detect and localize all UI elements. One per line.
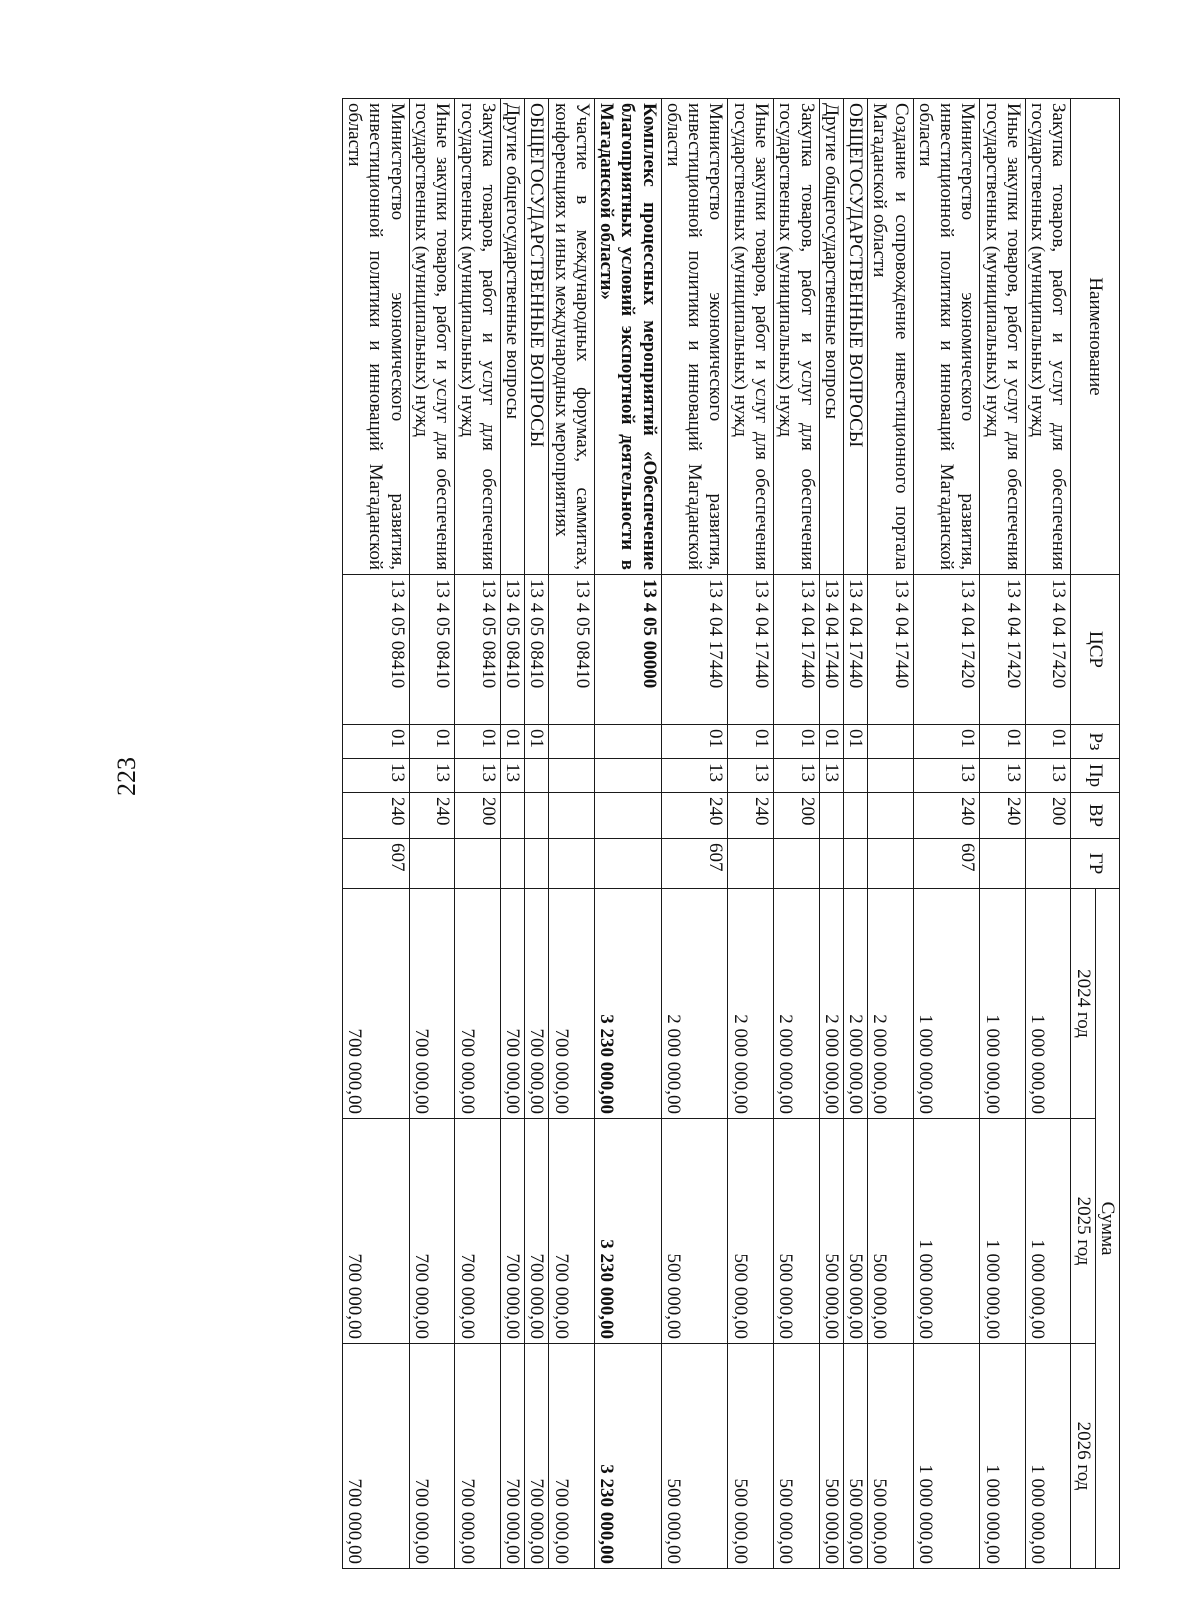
- cell-2024: 1 000 000,00: [913, 889, 980, 1119]
- cell-2026: 700 000,00: [500, 1344, 524, 1569]
- cell-vr: [500, 793, 524, 839]
- cell-2024: 700 000,00: [342, 889, 409, 1119]
- cell-2024: 700 000,00: [549, 889, 595, 1119]
- table-row: [500, 99, 524, 1569]
- cell-vr: 200: [1025, 793, 1071, 839]
- cell-pr: 13: [913, 759, 980, 793]
- cell-2026: 500 000,00: [843, 1344, 867, 1569]
- cell-rz: 01: [728, 725, 774, 759]
- cell-name: Иные закупки товаров, работ и услуг для обеспечения государственных (муниципальных) нужд: [409, 99, 455, 575]
- cell-name: Министерство экономического развития, инвестиционной политики и инноваций Магаданской области: [342, 99, 409, 575]
- cell-vr: 200: [774, 793, 820, 839]
- cell-2024: 2 000 000,00: [868, 889, 914, 1119]
- cell-pr: 13: [500, 759, 524, 793]
- cell-2026: 700 000,00: [549, 1344, 595, 1569]
- header-vr: ВР: [1071, 793, 1120, 839]
- cell-2025: 700 000,00: [525, 1119, 549, 1344]
- cell-vr: 240: [913, 793, 980, 839]
- cell-rz: 01: [980, 725, 1026, 759]
- header-2026: 2026 год: [1071, 1344, 1095, 1569]
- cell-gr: [455, 839, 501, 889]
- cell-pr: 13: [455, 759, 501, 793]
- cell-csr: 13 4 05 08410: [342, 575, 409, 725]
- table-body: [342, 99, 1071, 1569]
- cell-2025: 500 000,00: [774, 1119, 820, 1344]
- cell-name: ОБЩЕГОСУДАРСТВЕННЫЕ ВОПРОСЫ: [525, 99, 549, 575]
- cell-2026: 1 000 000,00: [980, 1344, 1026, 1569]
- cell-gr: [868, 839, 914, 889]
- cell-2025: 500 000,00: [661, 1119, 728, 1344]
- cell-gr: [980, 839, 1026, 889]
- page-number: 223: [112, 757, 141, 796]
- cell-2024: 700 000,00: [500, 889, 524, 1119]
- cell-pr: 13: [819, 759, 843, 793]
- table-row: [868, 99, 914, 1569]
- table-row: [409, 99, 455, 1569]
- cell-2025: 700 000,00: [455, 1119, 501, 1344]
- cell-2025: 500 000,00: [819, 1119, 843, 1344]
- budget-table: [342, 98, 1120, 1569]
- cell-vr: 240: [661, 793, 728, 839]
- header-row: [1095, 99, 1119, 1569]
- cell-pr: 13: [728, 759, 774, 793]
- table-row: [455, 99, 501, 1569]
- cell-name: Закупка товаров, работ и услуг для обеспечения государственных (муниципальных) нужд: [774, 99, 820, 575]
- cell-csr: 13 4 04 17440: [661, 575, 728, 725]
- cell-pr: 13: [409, 759, 455, 793]
- cell-2025: 1 000 000,00: [1025, 1119, 1071, 1344]
- cell-2026: 500 000,00: [661, 1344, 728, 1569]
- cell-name: Министерство экономического развития, инвестиционной политики и инноваций Магаданской области: [913, 99, 980, 575]
- cell-2025: 500 000,00: [728, 1119, 774, 1344]
- cell-2024: 1 000 000,00: [1025, 889, 1071, 1119]
- cell-csr: 13 4 04 17440: [728, 575, 774, 725]
- cell-2024: 700 000,00: [455, 889, 501, 1119]
- cell-2026: 500 000,00: [728, 1344, 774, 1569]
- cell-2026: 3 230 000,00: [594, 1344, 661, 1569]
- cell-gr: [1025, 839, 1071, 889]
- cell-2024: 1 000 000,00: [980, 889, 1026, 1119]
- header-sum: Сумма: [1095, 889, 1119, 1569]
- cell-2026: 500 000,00: [868, 1344, 914, 1569]
- table-row: [843, 99, 867, 1569]
- cell-vr: [525, 793, 549, 839]
- cell-name: Иные закупки товаров, работ и услуг для обеспечения государственных (муниципальных) нужд: [728, 99, 774, 575]
- cell-rz: 01: [525, 725, 549, 759]
- cell-gr: [409, 839, 455, 889]
- cell-rz: [868, 725, 914, 759]
- cell-name: Министерство экономического развития, инвестиционной политики и инноваций Магаданской области: [661, 99, 728, 575]
- cell-rz: [594, 725, 661, 759]
- cell-rz: 01: [774, 725, 820, 759]
- cell-gr: [549, 839, 595, 889]
- cell-pr: [594, 759, 661, 793]
- cell-csr: 13 4 05 08410: [500, 575, 524, 725]
- cell-vr: 200: [455, 793, 501, 839]
- cell-csr: 13 4 04 17440: [819, 575, 843, 725]
- cell-rz: 01: [455, 725, 501, 759]
- cell-name: Иные закупки товаров, работ и услуг для обеспечения государственных (муниципальных) нужд: [980, 99, 1026, 575]
- cell-2026: 1 000 000,00: [913, 1344, 980, 1569]
- cell-2025: 700 000,00: [409, 1119, 455, 1344]
- cell-2026: 500 000,00: [819, 1344, 843, 1569]
- cell-name: Другие общегосударственные вопросы: [500, 99, 524, 575]
- cell-csr: 13 4 04 17440: [774, 575, 820, 725]
- cell-name: Другие общегосударственные вопросы: [819, 99, 843, 575]
- cell-2026: 1 000 000,00: [1025, 1344, 1071, 1569]
- header-pr: Пр: [1071, 759, 1120, 793]
- cell-pr: 13: [980, 759, 1026, 793]
- cell-2025: 500 000,00: [843, 1119, 867, 1344]
- table-row: [525, 99, 549, 1569]
- cell-vr: [843, 793, 867, 839]
- table-row: [1025, 99, 1071, 1569]
- cell-2025: 700 000,00: [500, 1119, 524, 1344]
- cell-2025: 500 000,00: [868, 1119, 914, 1344]
- cell-csr: 13 4 05 08410: [549, 575, 595, 725]
- cell-vr: 240: [980, 793, 1026, 839]
- cell-rz: 01: [661, 725, 728, 759]
- cell-rz: 01: [342, 725, 409, 759]
- table-row: [594, 99, 661, 1569]
- cell-2025: 1 000 000,00: [913, 1119, 980, 1344]
- cell-csr: 13 4 05 08410: [409, 575, 455, 725]
- cell-pr: 13: [342, 759, 409, 793]
- cell-2024: 700 000,00: [409, 889, 455, 1119]
- cell-csr: 13 4 05 08410: [455, 575, 501, 725]
- cell-pr: [843, 759, 867, 793]
- cell-2024: 2 000 000,00: [774, 889, 820, 1119]
- cell-vr: 240: [728, 793, 774, 839]
- cell-2024: 3 230 000,00: [594, 889, 661, 1119]
- cell-rz: 01: [843, 725, 867, 759]
- cell-2026: 700 000,00: [342, 1344, 409, 1569]
- cell-rz: 01: [913, 725, 980, 759]
- cell-2024: 2 000 000,00: [728, 889, 774, 1119]
- table-row: [819, 99, 843, 1569]
- cell-2024: 2 000 000,00: [661, 889, 728, 1119]
- table-row: [342, 99, 409, 1569]
- cell-2026: 500 000,00: [774, 1344, 820, 1569]
- cell-2024: 2 000 000,00: [843, 889, 867, 1119]
- cell-name: Комплекс процессных мероприятий «Обеспечение благоприятных условий экспортной деятельности в Магаданской области»: [594, 99, 661, 575]
- cell-2026: 700 000,00: [455, 1344, 501, 1569]
- cell-2025: 700 000,00: [549, 1119, 595, 1344]
- cell-2025: 3 230 000,00: [594, 1119, 661, 1344]
- budget-table-sheet: [210, 98, 1120, 1568]
- cell-csr: 13 4 04 17420: [980, 575, 1026, 725]
- cell-pr: 13: [661, 759, 728, 793]
- cell-pr: [868, 759, 914, 793]
- cell-2025: 1 000 000,00: [980, 1119, 1026, 1344]
- cell-gr: [728, 839, 774, 889]
- cell-gr: [525, 839, 549, 889]
- cell-2026: 700 000,00: [525, 1344, 549, 1569]
- cell-csr: 13 4 05 00000: [594, 575, 661, 725]
- cell-csr: 13 4 04 17420: [1025, 575, 1071, 725]
- table-row: [913, 99, 980, 1569]
- cell-name: Закупка товаров, работ и услуг для обеспечения государственных (муниципальных) нужд: [455, 99, 501, 575]
- cell-rz: [549, 725, 595, 759]
- cell-vr: [594, 793, 661, 839]
- cell-2025: 700 000,00: [342, 1119, 409, 1344]
- cell-pr: 13: [774, 759, 820, 793]
- table-row: [980, 99, 1026, 1569]
- cell-gr: 607: [661, 839, 728, 889]
- cell-vr: [868, 793, 914, 839]
- header-csr: ЦСР: [1071, 575, 1120, 725]
- cell-2024: 2 000 000,00: [819, 889, 843, 1119]
- cell-rz: 01: [1025, 725, 1071, 759]
- cell-name: ОБЩЕГОСУДАРСТВЕННЫЕ ВОПРОСЫ: [843, 99, 867, 575]
- header-rz: Рз: [1071, 725, 1120, 759]
- table-row: [549, 99, 595, 1569]
- cell-pr: [549, 759, 595, 793]
- table-row: [661, 99, 728, 1569]
- cell-rz: 01: [819, 725, 843, 759]
- cell-name: Создание и сопровождение инвестиционного портала Магаданской области: [868, 99, 914, 575]
- cell-vr: [819, 793, 843, 839]
- cell-rz: 01: [409, 725, 455, 759]
- table-row: [774, 99, 820, 1569]
- cell-2024: 700 000,00: [525, 889, 549, 1119]
- cell-name: Участие в международных форумах, саммитах, конференциях и иных международных мероприятиях: [549, 99, 595, 575]
- cell-2026: 700 000,00: [409, 1344, 455, 1569]
- cell-vr: 240: [409, 793, 455, 839]
- cell-pr: [525, 759, 549, 793]
- cell-gr: [819, 839, 843, 889]
- cell-csr: 13 4 04 17440: [868, 575, 914, 725]
- cell-rz: 01: [500, 725, 524, 759]
- cell-vr: [549, 793, 595, 839]
- cell-name: Закупка товаров, работ и услуг для обеспечения государственных (муниципальных) нужд: [1025, 99, 1071, 575]
- cell-csr: 13 4 04 17420: [913, 575, 980, 725]
- header-2024: 2024 год: [1071, 889, 1095, 1119]
- header-gr: ГР: [1071, 839, 1120, 889]
- header-name: Наименование: [1071, 99, 1120, 575]
- cell-gr: [500, 839, 524, 889]
- header-2025: 2025 год: [1071, 1119, 1095, 1344]
- cell-gr: 607: [342, 839, 409, 889]
- cell-gr: [594, 839, 661, 889]
- cell-pr: 13: [1025, 759, 1071, 793]
- cell-gr: 607: [913, 839, 980, 889]
- cell-csr: 13 4 05 08410: [525, 575, 549, 725]
- table-row: [728, 99, 774, 1569]
- cell-gr: [774, 839, 820, 889]
- cell-vr: 240: [342, 793, 409, 839]
- cell-gr: [843, 839, 867, 889]
- cell-csr: 13 4 04 17440: [843, 575, 867, 725]
